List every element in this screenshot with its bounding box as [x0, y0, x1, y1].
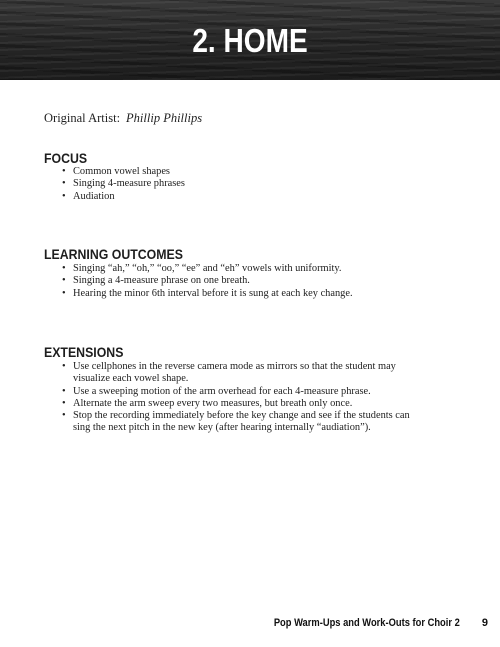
artist-label: Original Artist:: [44, 111, 121, 125]
focus-list: [62, 166, 428, 203]
list-item: • Stop the recording immediately before the key change and see if the students can sing the next pitch in the new key (after hearing internally “audiation”).: [62, 410, 428, 435]
book-title: Pop Warm-Ups and Work-Outs for Choir 2: [274, 617, 460, 629]
list-item: • Singing “ah,” “oh,” “oo,” “ee” and “eh” vowels with uniformity.: [62, 263, 428, 275]
list-item: • Audiation: [62, 191, 428, 203]
focus-heading: FOCUS: [44, 150, 88, 166]
page-title: 2. HOME: [192, 22, 308, 59]
list-item: • Singing 4-measure phrases: [62, 178, 428, 190]
learning-outcomes-list: [62, 263, 428, 300]
list-item: • Alternate the arm sweep every two measures, but breath only once.: [62, 398, 428, 410]
artist-name: Phillip Phillips: [126, 111, 203, 125]
list-item: • Use a sweeping motion of the arm overhead for each 4-measure phrase.: [62, 386, 428, 398]
list-item: • Hearing the minor 6th interval before it is sung at each key change.: [62, 288, 428, 300]
header-banner: [0, 0, 500, 80]
page-number: 9: [481, 617, 488, 629]
list-item: • Use cellphones in the reverse camera mode as mirrors so that the student may visualize each vowel shape.: [62, 361, 428, 386]
original-artist-line: [44, 111, 202, 126]
learning-outcomes-heading: LEARNING OUTCOMES: [44, 246, 183, 262]
extensions-list: [62, 361, 428, 435]
page-footer: [0, 617, 500, 633]
list-item: • Singing a 4-measure phrase on one breath.: [62, 275, 428, 287]
extensions-heading: EXTENSIONS: [44, 344, 124, 360]
list-item: • Common vowel shapes: [62, 166, 428, 178]
